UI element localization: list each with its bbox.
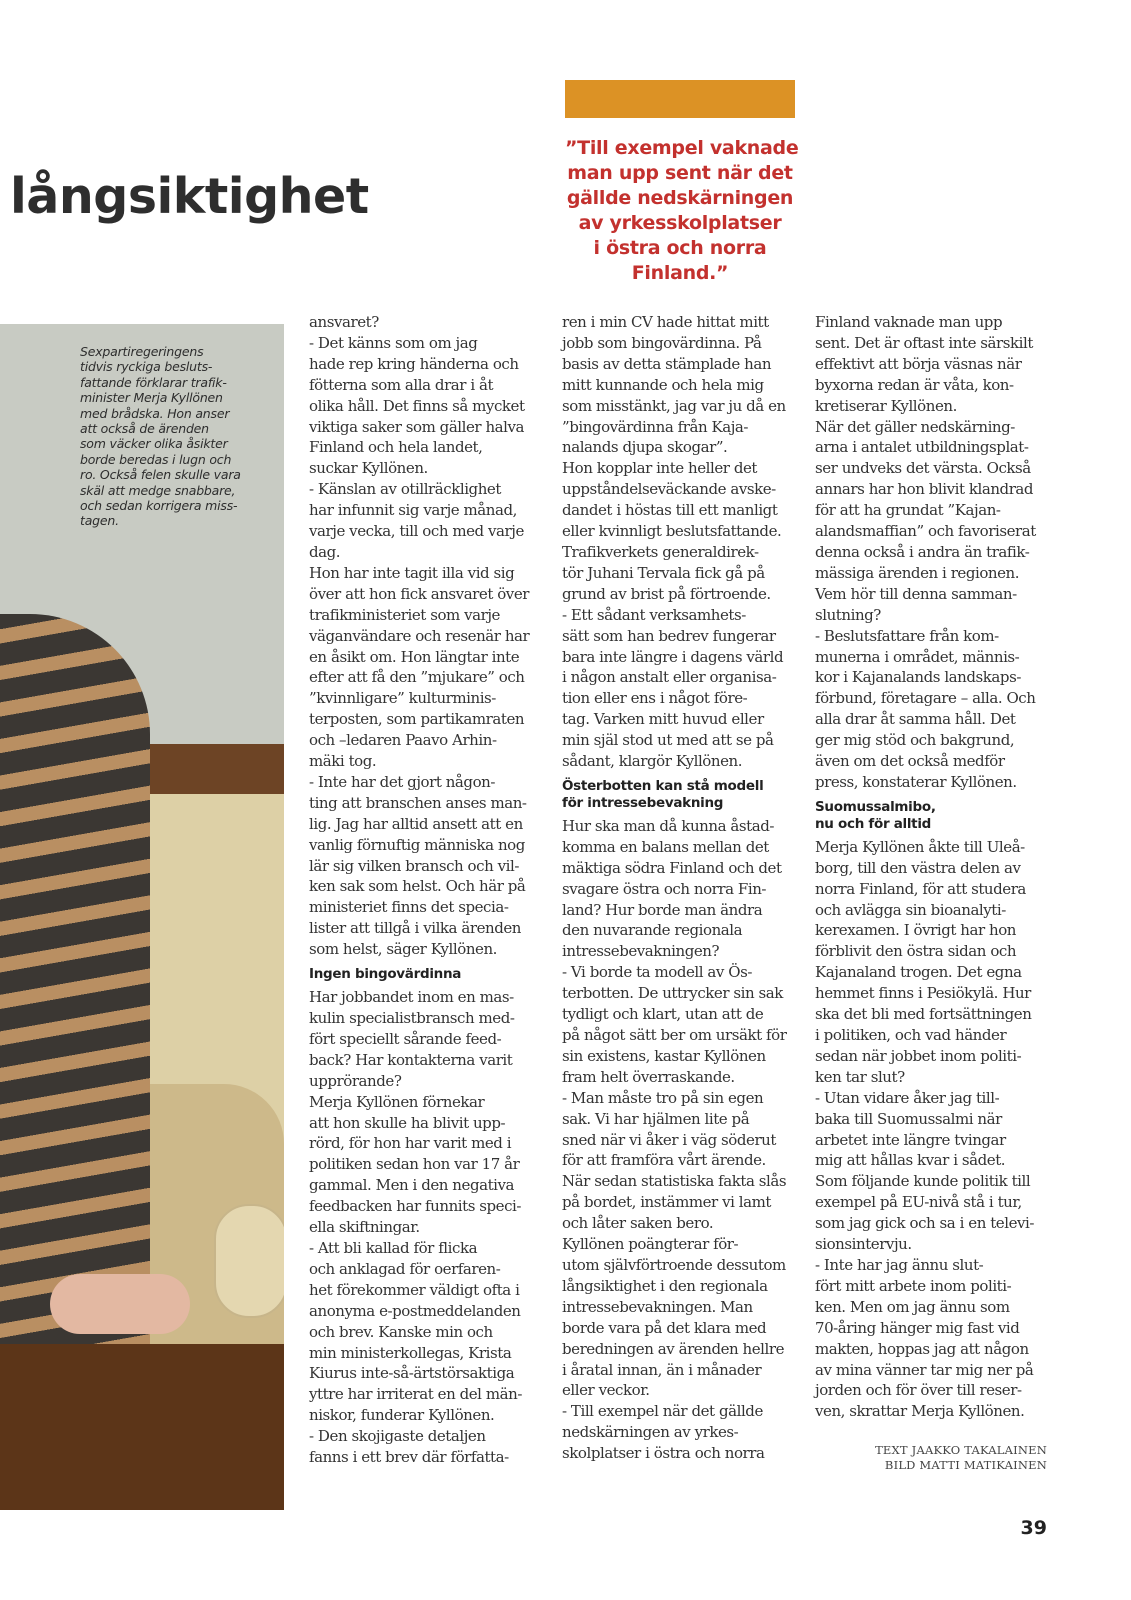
text-line: effektivt att börja väsnas när xyxy=(815,354,1022,373)
text-line: denna också i andra än trafik- xyxy=(815,542,1030,561)
column-1-paragraph-1 xyxy=(309,312,541,960)
photo-credit: BILD MATTI MATIKAINEN xyxy=(884,1458,1047,1472)
text-line: sådant, klargör Kyllönen. xyxy=(562,752,743,771)
column-3-paragraph-1 xyxy=(815,312,1047,793)
text-line: svagare östra och norra Fin- xyxy=(562,879,767,898)
text-line: politiken sedan hon var 17 år xyxy=(309,1155,520,1174)
photo-caption xyxy=(80,344,255,529)
text-line: Österbotten kan stå modell xyxy=(562,777,764,794)
text-line: ken sak som helst. Och här på xyxy=(309,877,526,896)
text-line: När sedan statistiska fakta slås xyxy=(562,1172,787,1191)
text-line: minister Merja Kyllönen xyxy=(80,390,223,406)
text-line: Merja Kyllönen åkte till Uleå- xyxy=(815,837,1025,856)
text-line: nedskärningen av yrkes- xyxy=(562,1423,739,1442)
text-line: munerna i området, männis- xyxy=(815,647,1020,666)
text-line: en åsikt om. Hon längtar inte xyxy=(309,647,520,666)
text-line: Finland.” xyxy=(631,262,729,284)
text-line: jorden och för över till reser- xyxy=(815,1381,1022,1400)
text-line: och sedan korrigera miss- xyxy=(80,498,238,514)
text-line: - Att bli kallad för flicka xyxy=(309,1238,478,1257)
text-line: ren i min CV hade hittat mitt xyxy=(562,313,769,331)
text-line: slutning? xyxy=(815,605,881,624)
text-line: fram helt överraskande. xyxy=(562,1067,735,1086)
text-line: - Inte har det gjort någon- xyxy=(309,772,495,791)
text-line: fanns i ett brev där författa- xyxy=(309,1448,509,1467)
column-3-paragraph-2 xyxy=(815,837,1047,1422)
text-line: och brev. Kanske min och xyxy=(309,1322,493,1341)
text-line: förblivit den östra sidan och xyxy=(815,942,1017,961)
text-line: back? Har kontakterna varit xyxy=(309,1050,513,1069)
text-line: tidvis ryckiga besluts- xyxy=(80,359,213,375)
text-line: utom självförtroende dessutom xyxy=(562,1255,786,1274)
text-line: ska det bli med fortsättningen xyxy=(815,1005,1032,1024)
text-line: dag. xyxy=(309,542,341,561)
text-line: dandet i höstas till ett manligt xyxy=(562,501,778,520)
text-line: viktiga saker som gäller halva xyxy=(309,417,525,436)
text-line: Kajanaland trogen. Det egna xyxy=(815,963,1022,982)
text-line: - Det känns som om jag xyxy=(309,333,478,352)
text-line: ken. Men om jag ännu som xyxy=(815,1297,1010,1316)
text-line: Finland och hela landet, xyxy=(309,438,483,457)
text-line: terposten, som partikamraten xyxy=(309,710,525,729)
text-line: ella skiftningar. xyxy=(309,1218,420,1237)
text-line: i åratal innan, än i månader xyxy=(562,1360,762,1379)
subheading-ingen-bingovardinna: Ingen bingovärdinna xyxy=(309,966,462,983)
text-line: för att ha grundat ”Kajan- xyxy=(815,501,1001,520)
text-line: lig. Jag har alltid ansett att en xyxy=(309,814,523,833)
text-line: tör Juhani Tervala fick gå på xyxy=(562,563,765,582)
text-line: press, konstaterar Kyllönen. xyxy=(815,772,1017,791)
text-line: upprörande? xyxy=(309,1071,402,1090)
byline-credits xyxy=(815,1443,1047,1473)
photo-person xyxy=(0,614,150,1364)
text-line: ansvaret? xyxy=(309,313,379,331)
subheading-osterbotten xyxy=(562,778,794,812)
text-line: het förekommer väldigt ofta i xyxy=(309,1280,520,1299)
text-line: 70-åring hänger mig fast vid xyxy=(815,1318,1020,1337)
text-line: mäktiga södra Finland och det xyxy=(562,858,782,877)
text-line: - Ett sådant verksamhets- xyxy=(562,605,746,624)
text-line: ser undveks det värsta. Också xyxy=(815,459,1031,478)
text-line: Kiurus inte-så-ärtstörsaktiga xyxy=(309,1364,515,1383)
article-column-3 xyxy=(815,312,1047,1422)
text-line: borg, till den västra delen av xyxy=(815,858,1021,877)
text-line: väganvändare och resenär har xyxy=(309,626,530,645)
text-line: tag. Varken mitt huvud eller xyxy=(562,710,764,729)
text-line: sent. Det är oftast inte särskilt xyxy=(815,333,1033,352)
text-line: sned när vi åker i väg söderut xyxy=(562,1130,776,1149)
text-line: ”kvinnligare” kulturminis- xyxy=(309,689,496,708)
text-line: som väcker olika åsikter xyxy=(80,436,228,452)
text-line: När det gäller nedskärning- xyxy=(815,417,1015,436)
text-line: sionsintervju. xyxy=(815,1235,912,1254)
text-line: sätt som han bedrev fungerar xyxy=(562,626,776,645)
text-credit: TEXT JAAKKO TAKALAINEN xyxy=(875,1443,1047,1457)
text-line: land? Hur borde man ändra xyxy=(562,900,763,919)
text-line: Vem hör till denna samman- xyxy=(815,584,1017,603)
text-line: intressebevakningen. Man xyxy=(562,1297,753,1316)
text-line: i någon anstalt eller organisa- xyxy=(562,668,777,687)
text-line: borde beredas i lugn och xyxy=(80,451,232,467)
text-line: lister att tillgå i vilka ärenden xyxy=(309,919,522,938)
text-line: skolplatser i östra och norra xyxy=(562,1444,765,1463)
text-line: gällde nedskärningen xyxy=(566,187,794,209)
text-line: nu och för alltid xyxy=(815,815,932,832)
text-line: på bordet, instämmer vi lamt xyxy=(562,1193,771,1212)
text-line: i politiken, och vad händer xyxy=(815,1026,1007,1044)
text-line: med brådska. Hon anser xyxy=(80,405,230,421)
text-line: kulin specialistbransch med- xyxy=(309,1009,515,1027)
text-line: gammal. Men i den negativa xyxy=(309,1176,515,1195)
text-line: makten, hoppas jag att någon xyxy=(815,1339,1029,1358)
text-line: eller veckor. xyxy=(562,1381,650,1400)
text-line: och låter saken bero. xyxy=(562,1214,714,1233)
text-line: - Vi borde ta modell av Ös- xyxy=(562,963,752,982)
text-line: även om det också medför xyxy=(815,752,1005,771)
text-line: som misstänkt, jag var ju då en xyxy=(562,396,786,415)
text-line: på något sätt ber om ursäkt för xyxy=(562,1026,787,1044)
text-line: Hon har inte tagit illa vid sig xyxy=(309,563,515,582)
text-line: norra Finland, för att studera xyxy=(815,879,1026,898)
text-line: Merja Kyllönen förnekar xyxy=(309,1092,485,1111)
text-line: tagen. xyxy=(80,513,119,529)
text-line: och avlägga sin bioanalyti- xyxy=(815,900,1006,919)
text-line: min ministerkollegas, Krista xyxy=(309,1343,512,1362)
pull-quote xyxy=(565,136,799,286)
subheading-suomussalmibo xyxy=(815,799,1047,833)
text-line: Hur ska man då kunna åstad- xyxy=(562,816,775,835)
text-line: sedan när jobbet inom politi- xyxy=(815,1046,1022,1065)
text-line: - Den skojigaste detaljen xyxy=(309,1427,486,1446)
text-line: ”Till exempel vaknade xyxy=(565,137,799,159)
text-line: varje vecka, till och med varje xyxy=(309,522,524,541)
text-line: ro. Också felen skulle vara xyxy=(80,467,241,483)
text-line: arna i antalet utbildningsplat- xyxy=(815,438,1029,457)
text-line: förbund, företagare – alla. Och xyxy=(815,689,1036,708)
text-line: skäl att medge snabbare, xyxy=(80,482,236,498)
column-2-paragraph-1 xyxy=(562,312,794,772)
text-line: bara inte längre i dagens värld xyxy=(562,647,784,666)
text-line: alandsmaffian” och favoriserat xyxy=(815,522,1036,541)
text-line: kor i Kajanalands landskaps- xyxy=(815,668,1021,687)
text-line: efter att få den ”mjukare” och xyxy=(309,668,525,687)
text-line: min själ stod ut med att se på xyxy=(562,731,774,750)
text-line: och –ledaren Paavo Arhin- xyxy=(309,731,497,750)
text-line: Kyllönen poängterar för- xyxy=(562,1235,739,1254)
text-line: som helst, säger Kyllönen. xyxy=(309,940,497,959)
text-line: mig att hållas kvar i sådet. xyxy=(815,1151,1006,1170)
text-line: basis av detta stämplade han xyxy=(562,354,772,373)
text-line: i östra och norra xyxy=(593,237,767,259)
text-line: jobb som bingovärdinna. På xyxy=(562,333,762,352)
text-line: över att hon fick ansvaret över xyxy=(309,584,529,603)
text-line: komma en balans mellan det xyxy=(562,837,769,856)
text-line: arbetet inte längre tvingar xyxy=(815,1130,1006,1149)
text-line: fattande förklarar trafik- xyxy=(80,374,227,390)
text-line: kretiserar Kyllönen. xyxy=(815,396,957,415)
text-line: baka till Suomussalmi när xyxy=(815,1109,1002,1128)
text-line: - Man måste tro på sin egen xyxy=(562,1088,764,1107)
text-line: av yrkesskolplatser xyxy=(578,212,782,234)
photo-hand xyxy=(50,1274,190,1334)
text-line: att hon skulle ha blivit upp- xyxy=(309,1113,506,1132)
text-line: intressebevakningen? xyxy=(562,942,720,961)
text-line: ger mig stöd och bakgrund, xyxy=(815,731,1015,750)
text-line: ministeriet finns det specia- xyxy=(309,898,509,917)
text-line: borde vara på det klara med xyxy=(562,1318,767,1337)
text-line: feedbacken har funnits speci- xyxy=(309,1197,522,1216)
text-line: exempel på EU-nivå stå i tur, xyxy=(815,1193,1022,1212)
photo-sofa-base xyxy=(0,1344,284,1510)
text-line: Finland vaknade man upp xyxy=(815,313,1003,331)
column-2-paragraph-2 xyxy=(562,816,794,1464)
headline: långsiktighet xyxy=(10,168,369,225)
text-line: långsiktighet i den regionala xyxy=(562,1276,768,1295)
text-line: sin existens, kastar Kyllönen xyxy=(562,1046,766,1065)
text-line: har infunnit sig varje månad, xyxy=(309,501,517,520)
text-line: annars har hon blivit klandrad xyxy=(815,480,1034,499)
text-line: för att framföra vårt ärende. xyxy=(562,1151,766,1170)
text-line: - Till exempel när det gällde xyxy=(562,1402,763,1421)
column-1-paragraph-2 xyxy=(309,987,541,1468)
text-line: - Känslan av otillräcklighet xyxy=(309,480,501,499)
text-line: nalands djupa skogar”. xyxy=(562,438,728,457)
text-line: mitt kunnande och hela mig xyxy=(562,375,764,394)
text-line: anonyma e-postmeddelanden xyxy=(309,1301,521,1320)
text-line: Som följande kunde politik till xyxy=(815,1172,1031,1191)
photo-bolster xyxy=(214,1204,284,1318)
text-line: grund av brist på förtroende. xyxy=(562,584,771,603)
text-line: ”bingovärdinna från Kaja- xyxy=(562,417,749,436)
text-line: och anklagad för oerfaren- xyxy=(309,1259,501,1278)
text-line: ven, skrattar Merja Kyllönen. xyxy=(815,1402,1025,1421)
text-line: byxorna redan är våta, kon- xyxy=(815,375,1014,394)
text-line: niskor, funderar Kyllönen. xyxy=(309,1406,495,1425)
accent-bar xyxy=(565,80,795,118)
article-column-2 xyxy=(562,312,794,1464)
text-line: ting att branschen anses man- xyxy=(309,793,527,812)
text-line: trafikministeriet som varje xyxy=(309,605,500,624)
article-column-1 xyxy=(309,312,541,1468)
text-line: vanlig förnuftig människa nog xyxy=(309,835,525,854)
text-line: mäki tog. xyxy=(309,752,377,771)
text-line: terbotten. De uttrycker sin sak xyxy=(562,984,783,1003)
page-number: 39 xyxy=(1020,1517,1047,1539)
text-line: rörd, för hon har varit med i xyxy=(309,1134,512,1153)
text-line: tydligt och klart, utan att de xyxy=(562,1005,764,1024)
text-line: fötterna som alla drar i åt xyxy=(309,375,494,394)
text-line: - Utan vidare åker jag till- xyxy=(815,1088,1000,1107)
text-line: kerexamen. I övrigt har hon xyxy=(815,921,1017,940)
text-line: hemmet finns i Pesiökylä. Hur xyxy=(815,984,1031,1003)
text-line: fört mitt arbete inom politi- xyxy=(815,1276,1012,1295)
text-line: att också de ärenden xyxy=(80,421,209,437)
text-line: suckar Kyllönen. xyxy=(309,459,428,478)
text-line: eller kvinnligt beslutsfattande. xyxy=(562,522,782,541)
text-line: hade rep kring händerna och xyxy=(309,354,519,373)
text-line: tion eller ens i något före- xyxy=(562,689,748,708)
text-line: Trafikverkets generaldirek- xyxy=(562,542,759,561)
text-line: den nuvarande regionala xyxy=(562,921,743,940)
text-line: yttre har irriterat en del män- xyxy=(309,1385,522,1404)
text-line: sak. Vi har hjälmen lite på xyxy=(562,1109,750,1128)
text-line: Hon kopplar inte heller det xyxy=(562,459,757,478)
text-line: Suomussalmibo, xyxy=(815,798,936,815)
text-line: ken tar slut? xyxy=(815,1067,905,1086)
text-line: - Inte har jag ännu slut- xyxy=(815,1255,984,1274)
text-line: alla drar åt samma håll. Det xyxy=(815,710,1016,729)
text-line: uppståndelseväckande avske- xyxy=(562,480,776,499)
text-line: olika håll. Det finns så mycket xyxy=(309,396,525,415)
text-line: man upp sent när det xyxy=(567,162,793,184)
text-line: lär sig vilken bransch och vil- xyxy=(309,856,519,875)
text-line: - Beslutsfattare från kom- xyxy=(815,626,999,645)
text-line: av mina vänner tar mig ner på xyxy=(815,1360,1034,1379)
text-line: mässiga ärenden i regionen. xyxy=(815,563,1020,582)
text-line: Sexpartiregeringens xyxy=(80,344,204,359)
text-line: som jag gick och sa i en televi- xyxy=(815,1214,1035,1233)
text-line: fört speciellt sårande feed- xyxy=(309,1029,502,1048)
text-line: Har jobbandet inom en mas- xyxy=(309,988,514,1007)
text-line: beredningen av ärenden hellre xyxy=(562,1339,785,1358)
text-line: för intressebevakning xyxy=(562,794,724,811)
